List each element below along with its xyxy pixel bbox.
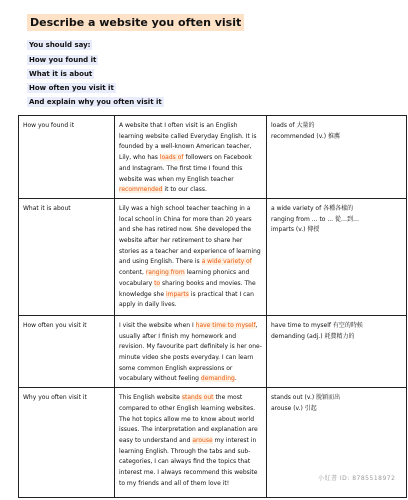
question-cell: Why you often visit it [19, 388, 115, 498]
vocab-item: demanding (adj.) 耗費精力的 [271, 332, 355, 340]
table-row [19, 116, 407, 199]
highlighted-phrase: stands out [181, 394, 214, 402]
highlighted-phrase: recommended [119, 186, 163, 194]
answer-text: my interest in learning English. Through the tabs and sub-categories, I can always find the topics that interest me. I always recommend this website to my friends and all of them love it! [119, 436, 258, 487]
answer-text: the most compared to other English learning websites. The hot topics allow me to know about world issues. The interpretation and explanation are easy to understand and [119, 394, 258, 444]
answer-table [18, 115, 407, 498]
highlighted-phrase: ranging from [145, 269, 185, 277]
prompt-how-found: How you found it [29, 56, 97, 64]
highlighted-phrase: have time to myself [195, 321, 256, 329]
highlighted-phrase: loads of [159, 154, 184, 162]
vocab-cell [267, 198, 407, 315]
answer-text: A website that I often visit is an English learning website called Everyday English. It is founded by a well-known American teacher, Lily, who has [119, 122, 257, 162]
answer-text: . [234, 375, 237, 383]
vocab-item: imparts (v.) 傳授 [271, 226, 320, 234]
table-row [19, 198, 407, 315]
highlighted-phrase: to [154, 279, 161, 287]
answer-cell [115, 198, 267, 315]
question-cell: What it is about [19, 198, 115, 315]
answer-text: it to our class. [162, 186, 207, 194]
answer-text: Lily was a high school teacher teaching in a local school in China for more than 20 years and she has retired now. She developed the website after her retirement to share her stories as a teacher and experience of learning and using English. There is [119, 204, 261, 266]
vocab-item: a wide variety of 各種各樣的 [271, 204, 354, 212]
vocab-item: arouse (v.) 引起 [271, 404, 317, 412]
watermark: 小紅書 ID: 8785518972 [318, 475, 396, 482]
vocab-item: have time to myself 有空的時候 [271, 321, 363, 329]
answer-text: I visit the website when I [119, 321, 196, 329]
page-title: Describe a website you often visit [27, 14, 244, 31]
highlighted-phrase: demanding [200, 375, 235, 383]
answer-text: This English website [119, 394, 182, 402]
answer-table-body [19, 116, 407, 498]
answer-cell [115, 388, 267, 498]
answer-cell [115, 315, 267, 387]
vocab-item: loads of 大量的 [271, 122, 315, 129]
vocab-cell [267, 116, 407, 199]
answer-text: content, [119, 269, 146, 277]
prompt-explain-why: And explain why you often visit it [29, 98, 162, 106]
answer-cell [115, 116, 267, 199]
answer-text: followers on Facebook and Instagram. The first time I found this website was when my English teacher [119, 154, 252, 183]
vocab-item: stands out (v.) 脫穎而出 [271, 394, 341, 402]
prompt-what-about: What it is about [29, 70, 93, 78]
vocab-cell [267, 315, 407, 387]
answer-text: learning phonics and vocabulary [119, 269, 250, 287]
table-row [19, 315, 407, 387]
highlighted-phrase: arouse [192, 436, 213, 444]
prompt-how-often: How often you visit it [29, 84, 114, 92]
answer-text: is practical that I can apply in daily lives. [119, 290, 254, 309]
answer-text: , usually after I finish my homework and revision. My favourite part definitely is her one-minute video she posts everyday. I can learn some common English expressions or vocabulary without feeling [119, 321, 262, 383]
highlighted-phrase: imparts [165, 290, 189, 298]
answer-text: sharing books and movies. The knowledge she [119, 279, 256, 298]
vocab-item: recommended (v.) 推薦 [271, 132, 340, 140]
prompt-heading: You should say: [29, 41, 91, 49]
question-cell: How often you visit it [19, 315, 115, 387]
highlighted-phrase: a wide variety of [201, 258, 252, 266]
question-cell: How you found it [19, 116, 115, 199]
vocab-item: ranging from ... to ... 從…到… [271, 215, 359, 223]
